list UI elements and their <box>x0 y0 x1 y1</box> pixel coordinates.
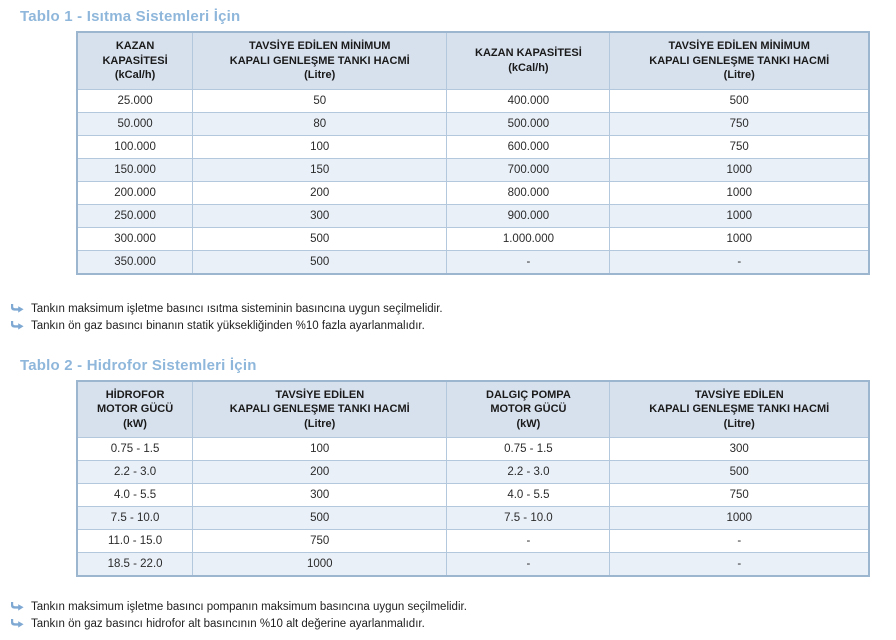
table-cell: 300 <box>610 438 869 461</box>
table-cell: 1000 <box>610 181 869 204</box>
table-cell: 250.000 <box>77 204 193 227</box>
table-cell: 4.0 - 5.5 <box>447 484 610 507</box>
table-cell: 0.75 - 1.5 <box>447 438 610 461</box>
table-cell: 100 <box>193 135 447 158</box>
table2-notes <box>10 599 882 633</box>
table-row <box>77 438 869 461</box>
table-cell: - <box>610 553 869 577</box>
table-cell: 100.000 <box>77 135 193 158</box>
table1-body <box>77 89 869 274</box>
table-cell: - <box>447 250 610 274</box>
table-cell: 300 <box>193 204 447 227</box>
table-cell: 150 <box>193 158 447 181</box>
table-cell: 4.0 - 5.5 <box>77 484 193 507</box>
table-cell: 1000 <box>610 227 869 250</box>
note-text: Tankın maksimum işletme basıncı ısıtma sisteminin basıncına uygun seçilmelidir. <box>31 302 443 315</box>
table1-title: Tablo 1 - Isıtma Sistemleri İçin <box>20 8 241 25</box>
table-cell: 350.000 <box>77 250 193 274</box>
table-cell: 1000 <box>610 507 869 530</box>
table-cell: 50.000 <box>77 112 193 135</box>
table-cell: 400.000 <box>447 89 610 112</box>
arrow-bullet-icon <box>10 321 24 331</box>
note-item <box>10 301 882 318</box>
table1-notes <box>10 301 882 335</box>
table2-header-submersible-pump-power: DALGIÇ POMPA MOTOR GÜCÜ (kW) <box>447 381 610 438</box>
table-cell: 2.2 - 3.0 <box>77 461 193 484</box>
table-cell: 150.000 <box>77 158 193 181</box>
table-cell: 18.5 - 22.0 <box>77 553 193 577</box>
table-row <box>77 204 869 227</box>
note-text: Tankın maksimum işletme basıncı pompanın maksimum basıncına uygun seçilmelidir. <box>31 601 467 614</box>
table-cell: - <box>610 530 869 553</box>
table-row <box>77 507 869 530</box>
table2-body <box>77 438 869 577</box>
table-cell: 1000 <box>610 204 869 227</box>
note-item <box>10 599 882 616</box>
table-cell: - <box>447 530 610 553</box>
table-cell: 11.0 - 15.0 <box>77 530 193 553</box>
table-cell: 1000 <box>193 553 447 577</box>
table-cell: 80 <box>193 112 447 135</box>
table-row <box>77 181 869 204</box>
table-cell: 100 <box>193 438 447 461</box>
table-row <box>77 158 869 181</box>
note-text: Tankın ön gaz basıncı hidrofor alt basıncının %10 alt değerine ayarlanmalıdır. <box>31 618 425 631</box>
table-row <box>77 89 869 112</box>
table-cell: 800.000 <box>447 181 610 204</box>
table-row <box>77 530 869 553</box>
table-cell: 1000 <box>610 158 869 181</box>
table-cell: 500 <box>610 89 869 112</box>
table-cell: 750 <box>610 135 869 158</box>
table-cell: 750 <box>610 484 869 507</box>
table-row <box>77 135 869 158</box>
arrow-bullet-icon <box>10 304 24 314</box>
table1-header-tank-volume-left: TAVSİYE EDİLEN MİNİMUM KAPALI GENLEŞME TANKI HACMİ (Litre) <box>193 32 447 89</box>
table-row <box>77 227 869 250</box>
table-cell: 500 <box>610 461 869 484</box>
table1-header-boiler-capacity-left: KAZAN KAPASİTESİ (kCal/h) <box>77 32 193 89</box>
table-cell: 50 <box>193 89 447 112</box>
table1-header-boiler-capacity-right: KAZAN KAPASİTESİ (kCal/h) <box>447 32 610 89</box>
table-cell: 200 <box>193 461 447 484</box>
table-cell: - <box>447 553 610 577</box>
note-item <box>10 616 882 633</box>
table-row <box>77 112 869 135</box>
table1-header-tank-volume-right: TAVSİYE EDİLEN MİNİMUM KAPALI GENLEŞME TANKI HACMİ (Litre) <box>610 32 869 89</box>
table-cell: 500 <box>193 227 447 250</box>
table-cell: 7.5 - 10.0 <box>77 507 193 530</box>
table2-title: Tablo 2 - Hidrofor Sistemleri İçin <box>20 356 257 374</box>
table-cell: 750 <box>610 112 869 135</box>
table-cell: 200 <box>193 181 447 204</box>
table-cell: 500 <box>193 507 447 530</box>
table-cell: 600.000 <box>447 135 610 158</box>
table2-header-tank-volume-right: TAVSİYE EDİLEN KAPALI GENLEŞME TANKI HACMİ (Litre) <box>610 381 869 438</box>
table-cell: 300.000 <box>77 227 193 250</box>
table-cell: - <box>610 250 869 274</box>
table2-header-tank-volume-left: TAVSİYE EDİLEN KAPALI GENLEŞME TANKI HACMİ (Litre) <box>193 381 447 438</box>
table-cell: 700.000 <box>447 158 610 181</box>
table-row <box>77 553 869 577</box>
table-cell: 2.2 - 3.0 <box>447 461 610 484</box>
table-cell: 7.5 - 10.0 <box>447 507 610 530</box>
table-row <box>77 484 869 507</box>
table2-header-row <box>77 381 869 438</box>
table-cell: 500.000 <box>447 112 610 135</box>
table2-booster-systems <box>76 380 870 578</box>
table-row <box>77 250 869 274</box>
arrow-bullet-icon <box>10 619 24 629</box>
table-cell: 200.000 <box>77 181 193 204</box>
table1-heating-systems <box>76 31 870 275</box>
note-text: Tankın ön gaz basıncı binanın statik yüksekliğinden %10 fazla ayarlanmalıdır. <box>31 319 425 332</box>
table2-header-booster-motor-power: HİDROFOR MOTOR GÜCÜ (kW) <box>77 381 193 438</box>
note-item <box>10 318 882 335</box>
table-cell: 25.000 <box>77 89 193 112</box>
table-row <box>77 461 869 484</box>
table-cell: 300 <box>193 484 447 507</box>
arrow-bullet-icon <box>10 602 24 612</box>
table-cell: 1.000.000 <box>447 227 610 250</box>
table-cell: 900.000 <box>447 204 610 227</box>
table-cell: 750 <box>193 530 447 553</box>
table-cell: 500 <box>193 250 447 274</box>
table-cell: 0.75 - 1.5 <box>77 438 193 461</box>
table1-header-row <box>77 32 869 89</box>
